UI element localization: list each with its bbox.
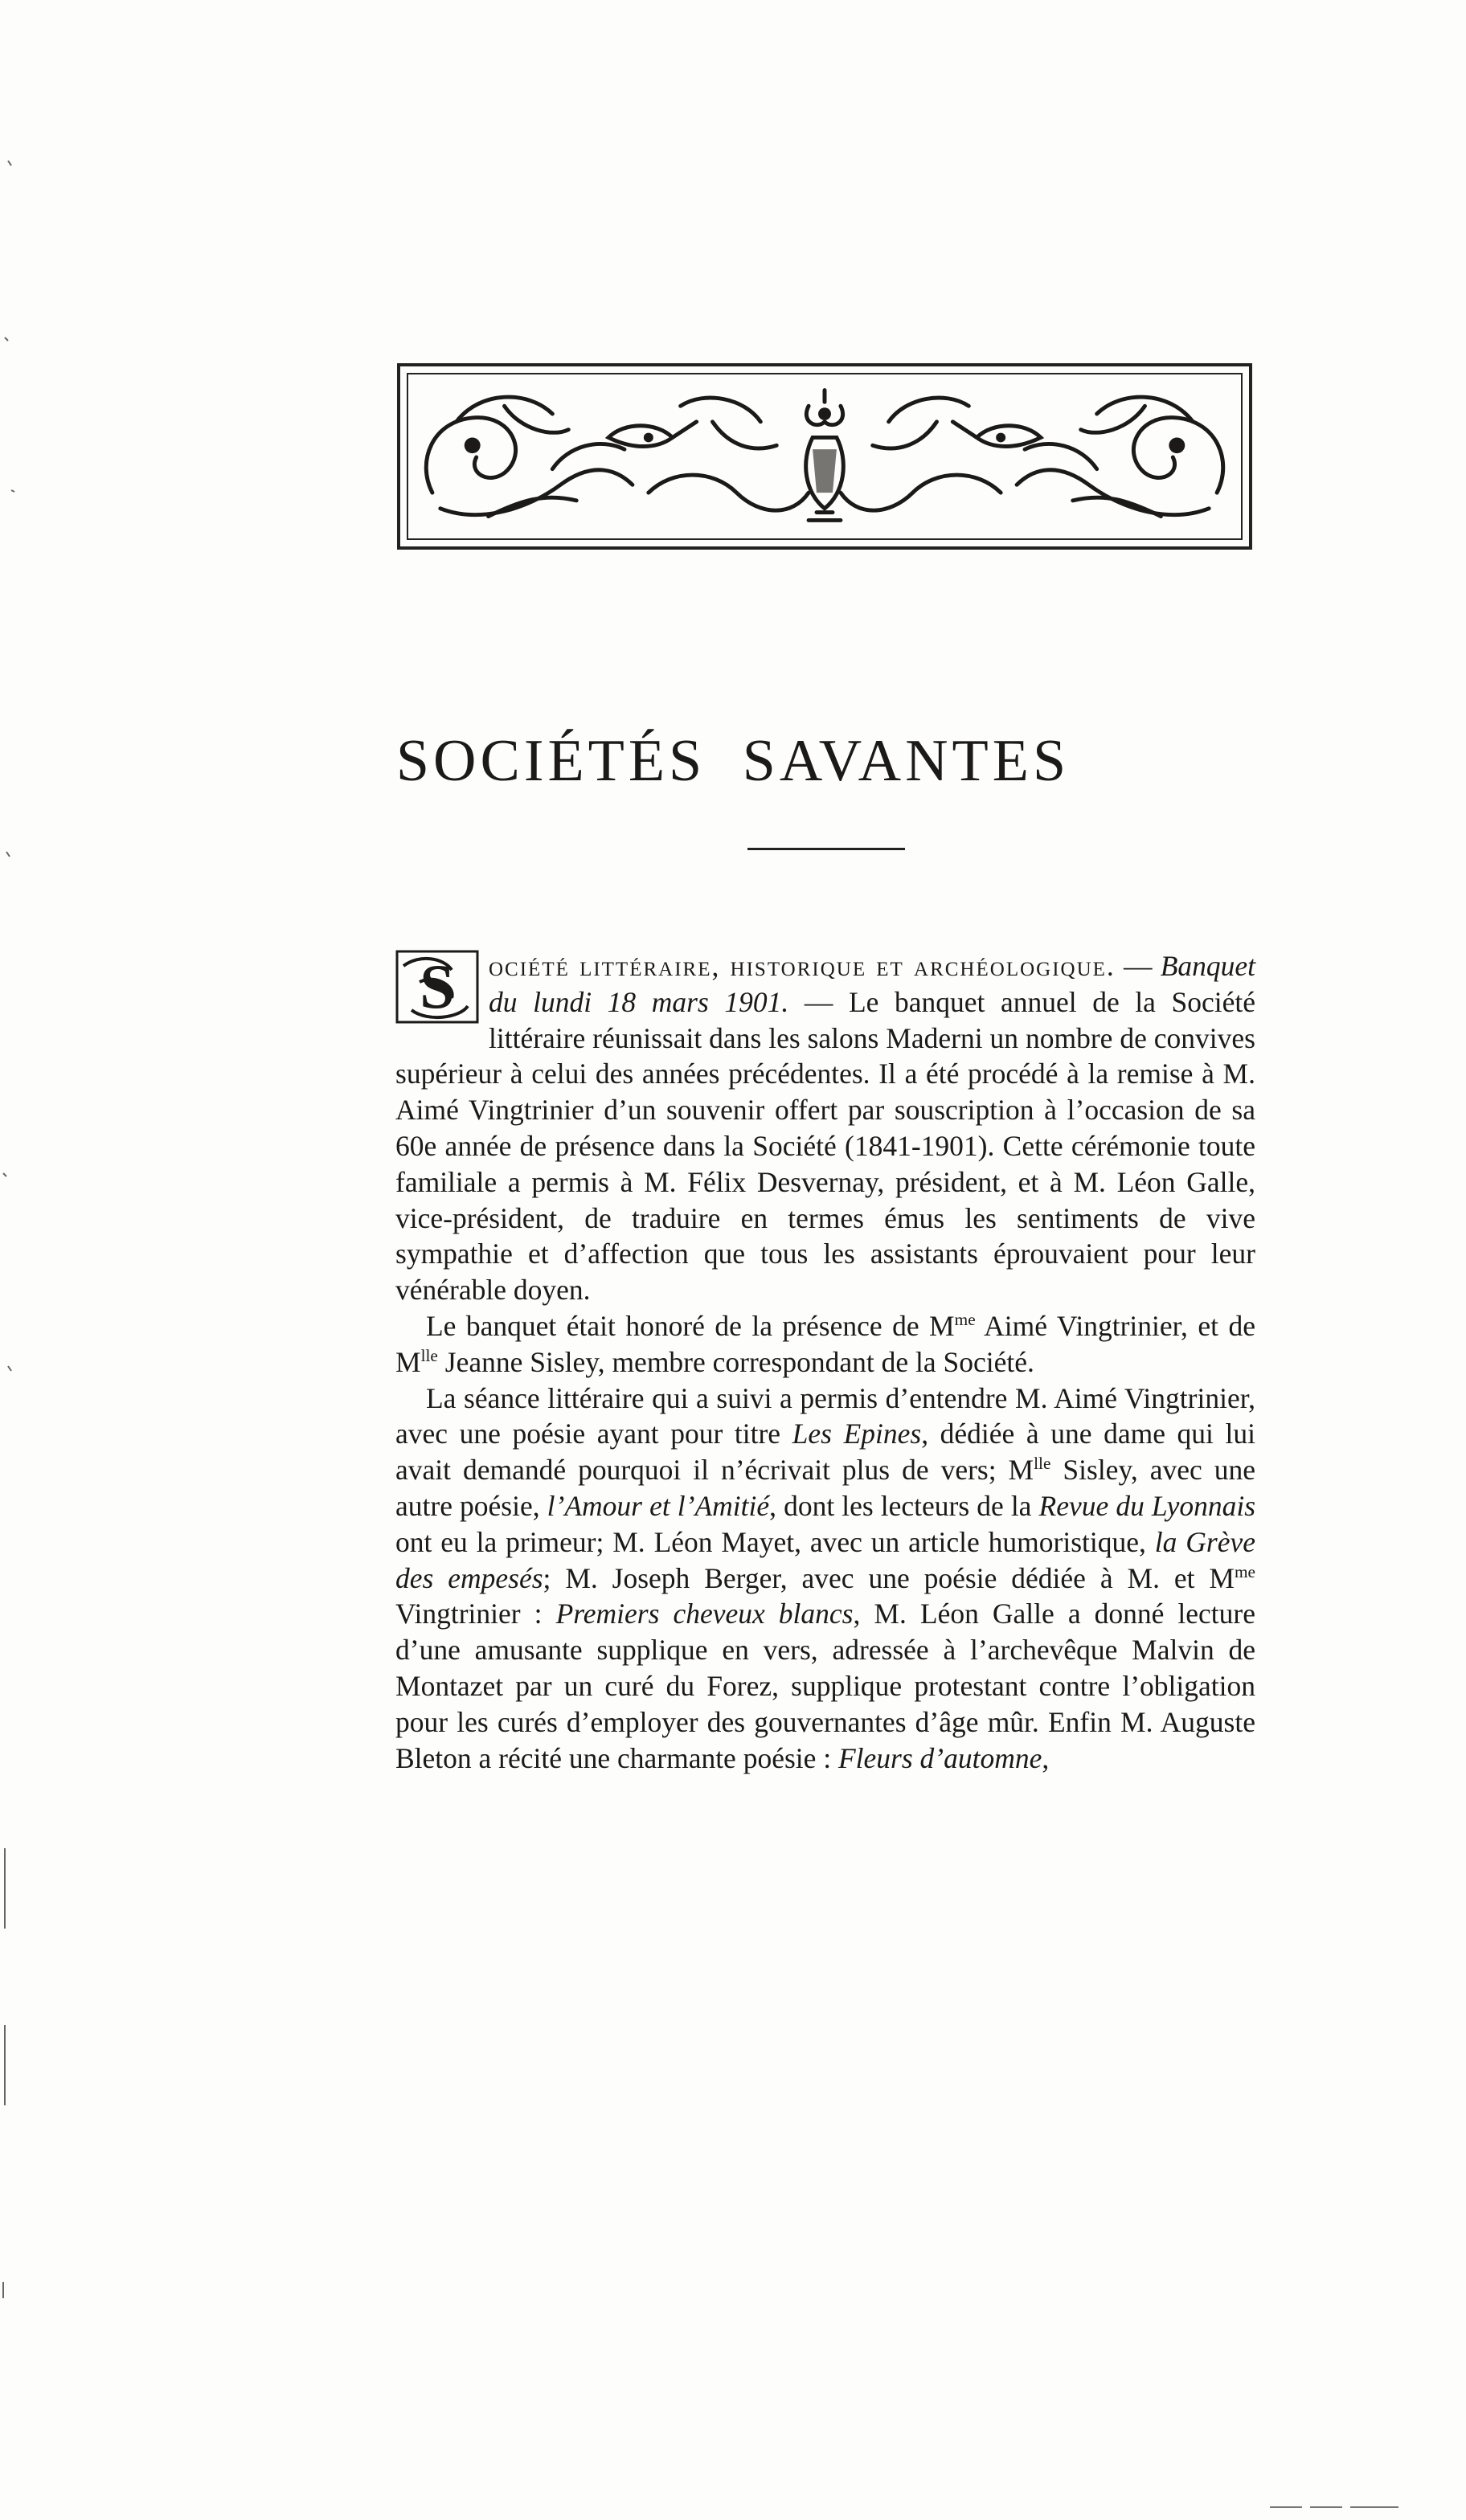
ornamental-headpiece bbox=[397, 363, 1252, 550]
ornate-initial-icon bbox=[395, 950, 479, 1024]
svg-text:S: S bbox=[420, 951, 455, 1021]
paragraph-2: Le banquet était honoré de la présence de $M^{me}$ Aimé Vingtrinier, et de $M^{lle}$ Jeanne Sisley, membre correspondant de la Société. bbox=[395, 1309, 1255, 1378]
page-title: SOCIÉTÉS SAVANTES bbox=[395, 728, 1071, 794]
paragraph-1: S ociété littéraire, historique et archéologique. — Banquet du lundi 18 mars 1901. — Le banquet annuel de la Société littéraire réunissait dans les salons Maderni un nombre de convives supérieur à celui des années précédentes. Il a été procédé à la remise à M. Aimé Vingtrinier d’un souvenir offert par souscription à l’occasion de sa 60e année de présence dans la Société (1841-1901). Cette cérémonie toute familiale a permis à M. Félix Desvernay, président, et à M. Léon Galle, vice-président, de traduire en termes émus les sentiments de vive sympathie et d’affection que tous les assistants éprouvaient pour leur vénérable doyen. bbox=[395, 950, 1256, 1307]
acanthus-ornament-icon bbox=[408, 374, 1241, 538]
paragraph-3: La séance littéraire qui a suivi a permis d’entendre M. Aimé Vingtrinier, avec une poésie ayant pour titre Les Epines, dédiée à une dame qui lui avait demandé pourquoi il n’écrivait plus de vers; $M^{lle}$ Sisley, avec une autre poésie, l’Amour et l’Amitié, dont les lecteurs de la Revue du Lyonnais ont eu la primeur; M. Léon Mayet, avec un article humoristique, la Grève des empesés; M. Joseph Berger, avec une poésie dédiée à M. et $M^{me}$ Vingtrinier : Premiers cheveux blancs, M. Léon Galle a donné lecture d’une amusante supplique en vers, adressée à l’archevêque Malvin de Montazet par un curé du Forez, supplique protestant contre l’obligation pour les curés d’employer des gouvernantes d’âge mûr. Enfin M. Auguste Bleton a récité une charmante poésie : Fleurs d’automne, bbox=[395, 1381, 1256, 1774]
dropcap-s bbox=[395, 950, 479, 1024]
title-rule bbox=[747, 848, 905, 850]
scan-bottom-marks bbox=[1190, 2499, 1431, 2515]
article-body bbox=[395, 948, 1255, 1776]
scan-margin-marks bbox=[0, 0, 32, 2520]
